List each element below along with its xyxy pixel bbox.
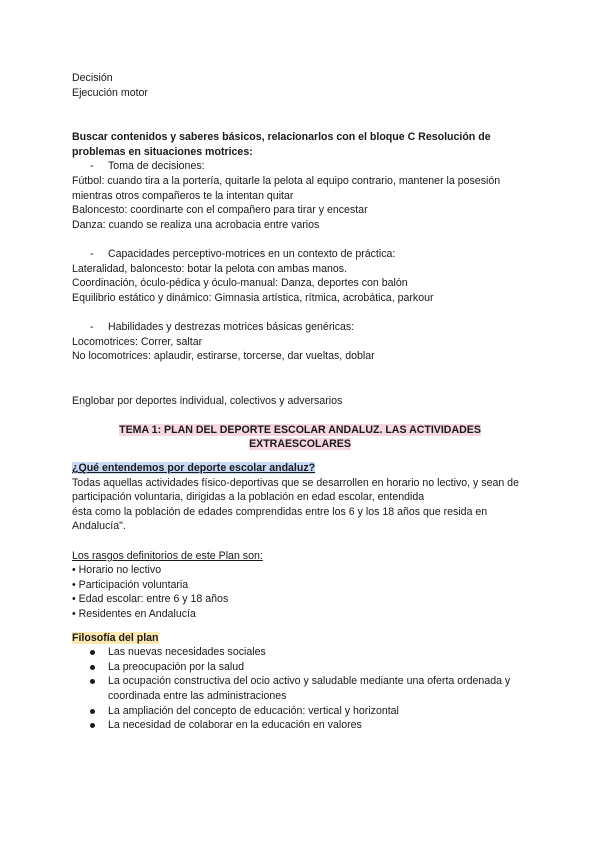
bullet-icon xyxy=(90,723,95,728)
intro-line: Ejecución motor xyxy=(72,86,148,99)
bullet-icon xyxy=(90,679,95,684)
rasgos-heading: Los rasgos definitorios de este Plan son: xyxy=(72,549,263,562)
summary-line: Englobar por deportes individual, colectivos y adversarios xyxy=(72,394,343,407)
dash-marker: - xyxy=(90,247,94,260)
group-line: Baloncesto: coordinarte con el compañero para tirar y encestar xyxy=(72,204,368,217)
list-item: La necesidad de colaborar en la educación en valores xyxy=(72,718,528,733)
intro-line: Decisión xyxy=(72,72,113,84)
group-title: - Toma de decisiones: xyxy=(90,160,205,173)
list-item: Las nuevas necesidades sociales xyxy=(72,645,528,660)
document-page xyxy=(72,71,528,733)
tema-title: TEMA 1: PLAN DEL DEPORTE ESCOLAR ANDALUZ. LAS ACTIVIDADES EXTRAESCOLARES xyxy=(119,423,481,451)
bullet-icon xyxy=(90,709,95,714)
rasgo-item: • Residentes en Andalucía xyxy=(72,608,196,620)
group-line: Fútbol: cuando tira a la portería, quitarle la pelota al equipo contrario, mantener la posesión mientras otros compañeros te la intentan quitar xyxy=(72,174,501,202)
group-line: Lateralidad, baloncesto: botar la pelota con ambas manos. xyxy=(72,262,348,275)
rasgo-item: • Edad escolar: entre 6 y 18 años xyxy=(72,593,229,606)
list-item: La preocupación por la salud xyxy=(72,660,528,675)
question-heading: ¿Qué entendemos por deporte escolar andaluz? xyxy=(72,462,316,475)
bullet-icon xyxy=(90,650,95,655)
group-line: Locomotrices: Correr, saltar xyxy=(72,335,203,348)
rasgo-item: • Participación voluntaria xyxy=(72,578,189,591)
group-line: Coordinación, óculo-pédica y óculo-manual: Danza, deportes con balón xyxy=(72,277,408,290)
filosofia-heading: Filosofía del plan xyxy=(72,631,159,644)
group-line: No locomotrices: aplaudir, estirarse, torcerse, dar vueltas, doblar xyxy=(72,350,375,363)
filosofia-list xyxy=(72,645,528,733)
dash-marker: - xyxy=(90,320,94,333)
group-line: Equilibrio estático y dinámico: Gimnasia artística, rítmica, acrobática, parkour xyxy=(72,291,434,304)
list-item: La ampliación del concepto de educación: vertical y horizontal xyxy=(72,704,528,719)
dash-marker: - xyxy=(90,160,94,173)
bullet-icon xyxy=(90,665,95,670)
list-item: La ocupación constructiva del ocio activo y saludable mediante una oferta ordenada y coordinada entre las administraciones xyxy=(72,674,528,703)
group-title: - Capacidades perceptivo-motrices en un contexto de práctica: xyxy=(90,247,396,260)
definition-line: ésta como la población de edades comprendidas entre los 6 y los 18 años que resida en Andalucía". xyxy=(72,505,488,533)
section-heading: Buscar contenidos y saberes básicos, relacionarlos con el bloque C Resolución de problemas en situaciones motrices: xyxy=(72,131,491,158)
rasgo-item: • Horario no lectivo xyxy=(72,564,162,577)
group-line: Danza: cuando se realiza una acrobacia entre varios xyxy=(72,218,320,231)
definition-line: Todas aquellas actividades físico-deportivas que se desarrollen en horario no lectivo, y sean de participación voluntaria, dirigidas a la población en edad escolar, entendida xyxy=(72,476,519,504)
group-title: - Habilidades y destrezas motrices básicas genéricas: xyxy=(90,320,355,333)
